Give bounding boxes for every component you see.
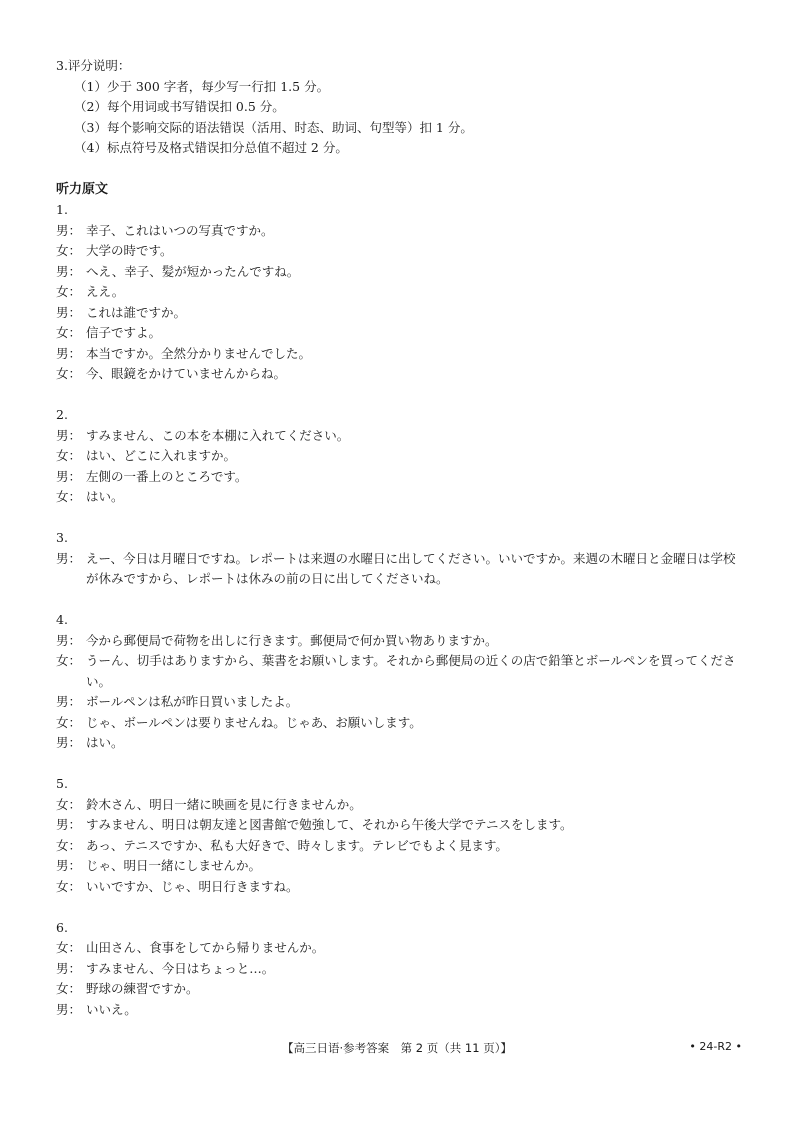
dialogue-text: あっ、テニスですか、私も大好きで、時々します。テレビでもよく見ます。 xyxy=(86,837,508,853)
dialogue-line xyxy=(56,979,746,1000)
speaker-label: 男： xyxy=(56,345,82,361)
speaker-label: 女： xyxy=(56,448,82,463)
speaker-label: 女： xyxy=(56,940,82,955)
speaker-label: 男： xyxy=(56,304,82,320)
dialogue-text: 大学の時です。 xyxy=(86,243,173,258)
dialogue-line xyxy=(56,959,746,980)
listening-sections xyxy=(56,200,746,1020)
speaker-label: 男： xyxy=(56,817,82,832)
speaker-label: 女： xyxy=(56,325,82,340)
scoring-item: （4）标点符号及格式错误扣分总值不超过 2 分。 xyxy=(74,140,348,155)
speaker-label: 男： xyxy=(56,735,82,750)
speaker-label: 女： xyxy=(56,837,82,853)
dialogue-text: すみません、今日はちょっと…。 xyxy=(86,960,275,976)
dialogue-line xyxy=(56,364,746,385)
speaker-label: 男： xyxy=(56,468,82,484)
speaker-label: 男： xyxy=(56,1001,82,1017)
dialogue-text: じゃ、明日一緒にしませんか。 xyxy=(86,858,262,873)
speaker-label: 男： xyxy=(56,858,82,873)
dialogue-text: 今から郵便局で荷物を出しに行きます。郵便局で何か買い物ありますか。 xyxy=(86,632,498,648)
dialogue-line xyxy=(56,487,746,508)
dialogue-line xyxy=(56,877,746,898)
dialogue-text: ボールペンは私が昨日買いましたよ。 xyxy=(86,694,299,709)
section-number: 6. xyxy=(56,919,68,935)
footer-code: • 24-R2 • xyxy=(689,1040,742,1053)
scoring-item: （1）少于 300 字者，每少写一行扣 1.5 分。 xyxy=(74,78,330,94)
speaker-label: 女： xyxy=(56,653,82,668)
dialogue-text: これは誰ですか。 xyxy=(86,304,187,320)
section-number: 3. xyxy=(56,530,68,545)
speaker-label: 女： xyxy=(56,366,82,381)
dialogue-text: ええ。 xyxy=(86,284,125,299)
dialogue-line xyxy=(56,631,746,652)
dialogue-line xyxy=(56,836,746,857)
speaker-label: 女： xyxy=(56,243,82,258)
dialogue-text: はい、どこに入れますか。 xyxy=(86,448,237,463)
dialogue-text: はい。 xyxy=(86,489,124,504)
speaker-label: 男： xyxy=(56,550,82,566)
section-number: 2. xyxy=(56,407,68,422)
page-body xyxy=(56,56,746,1020)
speaker-label: 女： xyxy=(56,714,82,730)
dialogue-text: 左側の一番上のところです。 xyxy=(86,468,248,484)
speaker-label: 男： xyxy=(56,632,82,648)
dialogue-line xyxy=(56,938,746,959)
section-number: 5. xyxy=(56,776,68,791)
section-number: 1. xyxy=(56,202,68,217)
dialogue-text: 今、眼鏡をかけていませんからね。 xyxy=(86,366,287,381)
dialogue-text: 山田さん、食事をしてから帰りませんか。 xyxy=(86,940,325,955)
dialogue-text: えー、今日は月曜日ですね。レポートは来週の水曜日に出してください。いいですか。来週の木曜日と金曜日は学校が休みですから、レポートは休みの前の日に出してくださいね。 xyxy=(86,550,736,586)
speaker-label: 女： xyxy=(56,878,82,894)
dialogue-text: 幸子、これはいつの写真ですか。 xyxy=(86,222,274,238)
dialogue-line xyxy=(56,795,746,816)
dialogue-text: いいですか、じゃ、明日行きますね。 xyxy=(86,878,299,894)
scoring-item: （3）每个影响交际的语法错误（活用、时态、助词、句型等）扣 1 分。 xyxy=(74,119,473,135)
dialogue-text: いいえ。 xyxy=(86,1001,137,1017)
dialogue-text: はい。 xyxy=(86,735,124,750)
dialogue-text: すみません、明日は朝友達と図書館で勉強して、それから午後大学でテニスをします。 xyxy=(86,817,573,832)
speaker-label: 男： xyxy=(56,427,82,443)
section-number: 4. xyxy=(56,612,68,627)
footer-page-info: 【高三日语·参考答案 第 2 页（共 11 页）】 xyxy=(282,1041,512,1055)
speaker-label: 男： xyxy=(56,694,82,709)
dialogue-line xyxy=(56,323,746,344)
dialogue-line xyxy=(56,241,746,262)
dialogue-line xyxy=(56,262,746,283)
dialogue-line xyxy=(56,651,746,692)
dialogue-text: うーん、切手はありますから、葉書をお願いします。それから郵便局の近くの店で鉛筆とボールペンを買ってください。 xyxy=(86,653,736,689)
dialogue-line xyxy=(56,426,746,447)
dialogue-line xyxy=(56,221,746,242)
dialogue-line xyxy=(56,344,746,365)
listening-heading: 听力原文 xyxy=(56,182,109,197)
dialogue-line xyxy=(56,282,746,303)
speaker-label: 男： xyxy=(56,960,82,976)
speaker-label: 女： xyxy=(56,489,82,504)
dialogue-text: 信子ですよ。 xyxy=(86,325,162,340)
speaker-label: 男： xyxy=(56,222,82,238)
dialogue-line xyxy=(56,733,746,754)
dialogue-line xyxy=(56,815,746,836)
dialogue-text: 鈴木さん、明日一緒に映画を見に行きませんか。 xyxy=(86,796,362,812)
dialogue-line xyxy=(56,303,746,324)
dialogue-text: すみません、この本を本棚に入れてください。 xyxy=(86,427,350,443)
speaker-label: 女： xyxy=(56,981,82,996)
speaker-label: 女： xyxy=(56,796,82,812)
dialogue-line xyxy=(56,1000,746,1021)
speaker-label: 女： xyxy=(56,284,82,299)
dialogue-line xyxy=(56,692,746,713)
scoring-title: 3.评分说明： xyxy=(56,58,131,73)
dialogue-text: 本当ですか。全然分かりませんでした。 xyxy=(86,345,312,361)
dialogue-line xyxy=(56,713,746,734)
dialogue-line xyxy=(56,446,746,467)
dialogue-line xyxy=(56,856,746,877)
dialogue-line xyxy=(56,549,746,590)
dialogue-line xyxy=(56,467,746,488)
scoring-item: （2）每个用词或书写错误扣 0.5 分。 xyxy=(74,99,285,114)
dialogue-text: 野球の練習ですか。 xyxy=(86,981,199,996)
dialogue-text: へえ、幸子、髪が短かったんですね。 xyxy=(86,263,300,279)
dialogue-text: じゃ、ボールペンは要りませんね。じゃあ、お願いします。 xyxy=(86,714,422,730)
speaker-label: 男： xyxy=(56,263,82,279)
